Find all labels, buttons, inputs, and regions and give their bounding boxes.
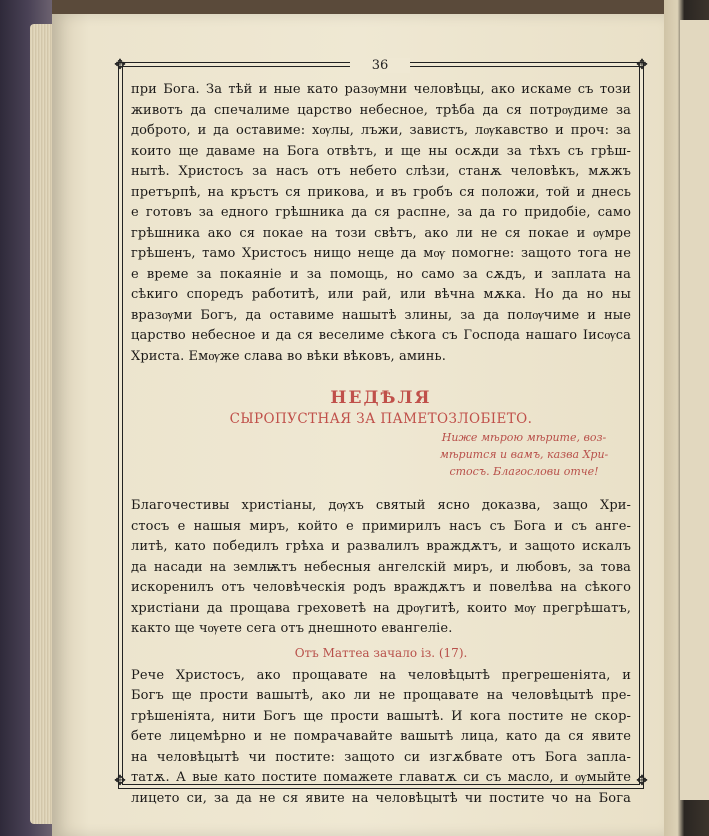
- text-line: на человѣцытѣ чи постите: защото си изгѫбвате отъ Бога запла-: [131, 749, 631, 765]
- text-line: нытѣ. Христосъ за насъ отъ небето слѣзи, станѫ человѣкъ, мѫжъ: [131, 164, 631, 179]
- text-line: христіани да прощава греховетѣ на дрѹгитѣ, които мѹ прегрѣшатъ,: [131, 600, 631, 616]
- corner-ornament-icon: ✥: [114, 57, 126, 73]
- gospel-reference: Отъ Маттеа зачало із. (17).: [294, 645, 468, 660]
- facing-page-edge: [680, 20, 709, 800]
- text-line: при Бога. За тѣй и ные като разѹмни человѣцы, ако искаме съ този: [131, 82, 631, 97]
- text-line: е готовъ за едного грѣшника да ся распне, за да го придобіе, само: [131, 205, 631, 220]
- text-line: бете лицемѣрно и не помрачавайте вашытѣ лица, като да ся явите: [131, 729, 631, 744]
- text-line: доброто, и да оставиме: хѹлы, лъжи, завистъ, лѹкавство и проч: за: [131, 123, 631, 138]
- text-line: е време за покаяніе и за помощь, но само за сѫдъ, и заплата на: [131, 266, 631, 282]
- text-line: литѣ, като победилъ грѣха и развалилъ враждѫтъ, и защото искалъ: [131, 539, 631, 554]
- text-line: които ще даваме на Бога отвѣтъ, и ще ны осѫди за тѣхъ съ грѣш-: [131, 143, 631, 159]
- text-line: Христа. Емѹже слава во вѣки вѣковъ, аминь.: [131, 348, 446, 364]
- text-line: Рече Христосъ, ако прощавате на человѣцытѣ прегрешеніята, и: [131, 667, 631, 683]
- text-line: сѣкиго споредъ работитѣ, или рай, или вѣчна мѫка. Но да но ны: [131, 287, 631, 302]
- corner-ornament-icon: ✥: [114, 773, 126, 789]
- text-line: претърпѣ, на кръстъ ся прикова, и въ гробъ ся положи, той и днесь: [131, 184, 631, 200]
- corner-ornament-icon: ✥: [636, 773, 648, 789]
- page-content: [131, 80, 631, 809]
- epigraph: [419, 429, 629, 480]
- epigraph-line: Ниже мѣрою мѣрите, воз-: [441, 431, 607, 444]
- section-subheading: СЫРОПУСТНАЯ ЗА ПАМЕТОЗЛОБІЕТО.: [229, 411, 533, 427]
- text-line: стосъ е нашыя миръ, който е примирилъ насъ съ Бога и съ ангe-: [131, 518, 631, 534]
- text-line: Богъ ще прости вашытѣ, ако ли не прощавате на человѣцытѣ пре-: [131, 688, 631, 703]
- text-line: Благочестивы христіаны, дѹхъ святый ясно доказва, защо Хри-: [131, 498, 631, 513]
- text-line: както ще чѹете сега отъ днешното евангеліе.: [131, 621, 453, 636]
- epigraph-line: мѣрится и вамъ, казва Хри-: [439, 448, 609, 461]
- paragraph-gospel: [131, 666, 631, 810]
- corner-ornament-icon: ✥: [636, 57, 648, 73]
- text-line: лицето си, за да не ся явите на человѣцытѣ чи постите чо на Бога: [131, 790, 631, 806]
- text-line: татѫ. А вые като постите помажете главатѫ си съ масло, и ѹмыйте: [131, 770, 631, 785]
- text-line: грѣшенъ, тамо Христосъ нищо неще да мѹ помогне: защото тога не: [131, 246, 631, 261]
- page-number: 36: [350, 58, 410, 73]
- epigraph-line: стосъ. Благослови отче!: [449, 465, 599, 478]
- paragraph-sermon-end: [131, 80, 631, 367]
- section-heading: НЕДѢЛЯ: [330, 388, 432, 408]
- text-line: вразѹми Богъ, да оставиме нашытѣ злины, за да полѹчиме и ные: [131, 307, 631, 323]
- paragraph-intro: [131, 496, 631, 640]
- text-line: грѣшеніята, нити Богъ ще прости вашытѣ. И кога постите не скор-: [131, 708, 631, 724]
- text-line: грѣшника ако ся покае на този свѣтъ, ако ли не ся покае и ѹмре: [131, 225, 631, 241]
- text-line: животъ да спечалиме царство небесное, трѣба да ся потрѹдиме за: [131, 102, 631, 118]
- text-line: искоренилъ отъ человѣческія родъ враждѫтъ и повелѣва на сѣкого: [131, 580, 631, 595]
- text-line: да насади на землѭтъ небесныя ангелскій миръ, и любовъ, за това: [131, 559, 631, 575]
- text-line: царство небесное и да ся веселиме сѣкога съ Господа нашаго Іисѹса: [131, 328, 631, 343]
